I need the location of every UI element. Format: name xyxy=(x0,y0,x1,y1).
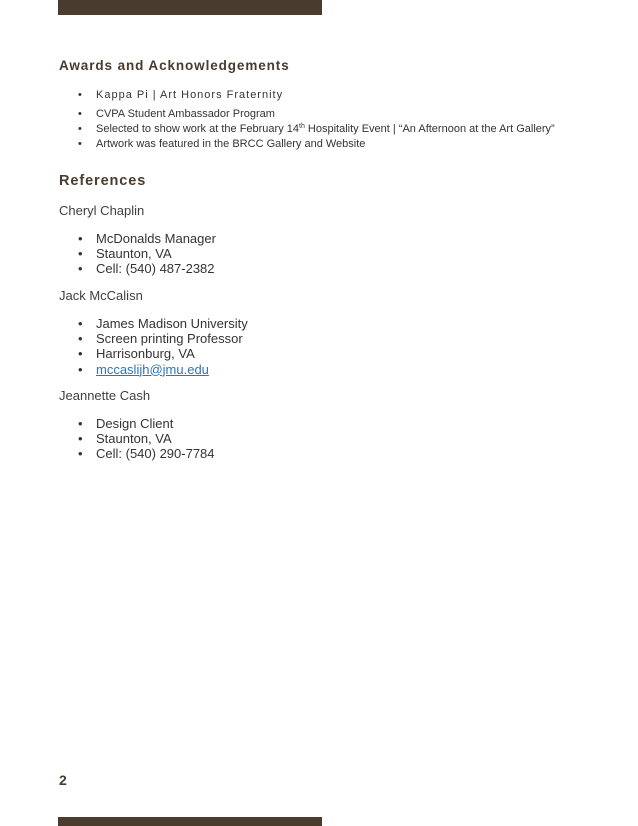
award-item-ambassador: • CVPA Student Ambassador Program xyxy=(59,107,555,122)
reference-detail: • McDonalds Manager xyxy=(59,231,216,246)
reference-2-details xyxy=(59,316,248,377)
reference-name-1: Cheryl Chaplin xyxy=(59,203,145,218)
award-item-kappa-pi: • Kappa Pi | Art Honors Fraternity xyxy=(59,88,555,107)
email-link[interactable]: mccaslijh@jmu.edu xyxy=(96,361,209,377)
reference-detail: • Staunton, VA xyxy=(59,431,215,446)
award-item-hospitality-event xyxy=(59,122,555,137)
award-item-brcc-gallery: • Artwork was featured in the BRCC Gallery and Website xyxy=(59,137,555,152)
reference-detail: • Staunton, VA xyxy=(59,246,216,261)
page-number: 2 xyxy=(59,772,67,788)
reference-3-details xyxy=(59,416,215,462)
reference-detail: • James Madison University xyxy=(59,316,248,331)
reference-detail: • Design Client xyxy=(59,416,215,431)
awards-list xyxy=(59,88,555,153)
reference-email-item xyxy=(59,362,248,377)
reference-name-2: Jack McCalisn xyxy=(59,288,143,303)
award-item-text-cont: Hospitality Event | “An Afternoon at the Art Gallery” xyxy=(304,123,555,136)
ordinal-suffix: th xyxy=(299,123,305,131)
reference-1-details xyxy=(59,231,216,277)
reference-detail: • Cell: (540) 487-2382 xyxy=(59,261,216,276)
reference-detail: • Screen printing Professor xyxy=(59,331,248,346)
footer-bar xyxy=(58,817,322,826)
reference-detail: • Cell: (540) 290-7784 xyxy=(59,446,215,461)
awards-heading: Awards and Acknowledgements xyxy=(59,58,290,73)
reference-detail: • Harrisonburg, VA xyxy=(59,346,248,361)
award-item-text: Selected to show work at the February 14 xyxy=(96,123,299,136)
header-bar xyxy=(58,0,322,15)
references-heading: References xyxy=(59,173,147,189)
reference-name-3: Jeannette Cash xyxy=(59,388,151,403)
